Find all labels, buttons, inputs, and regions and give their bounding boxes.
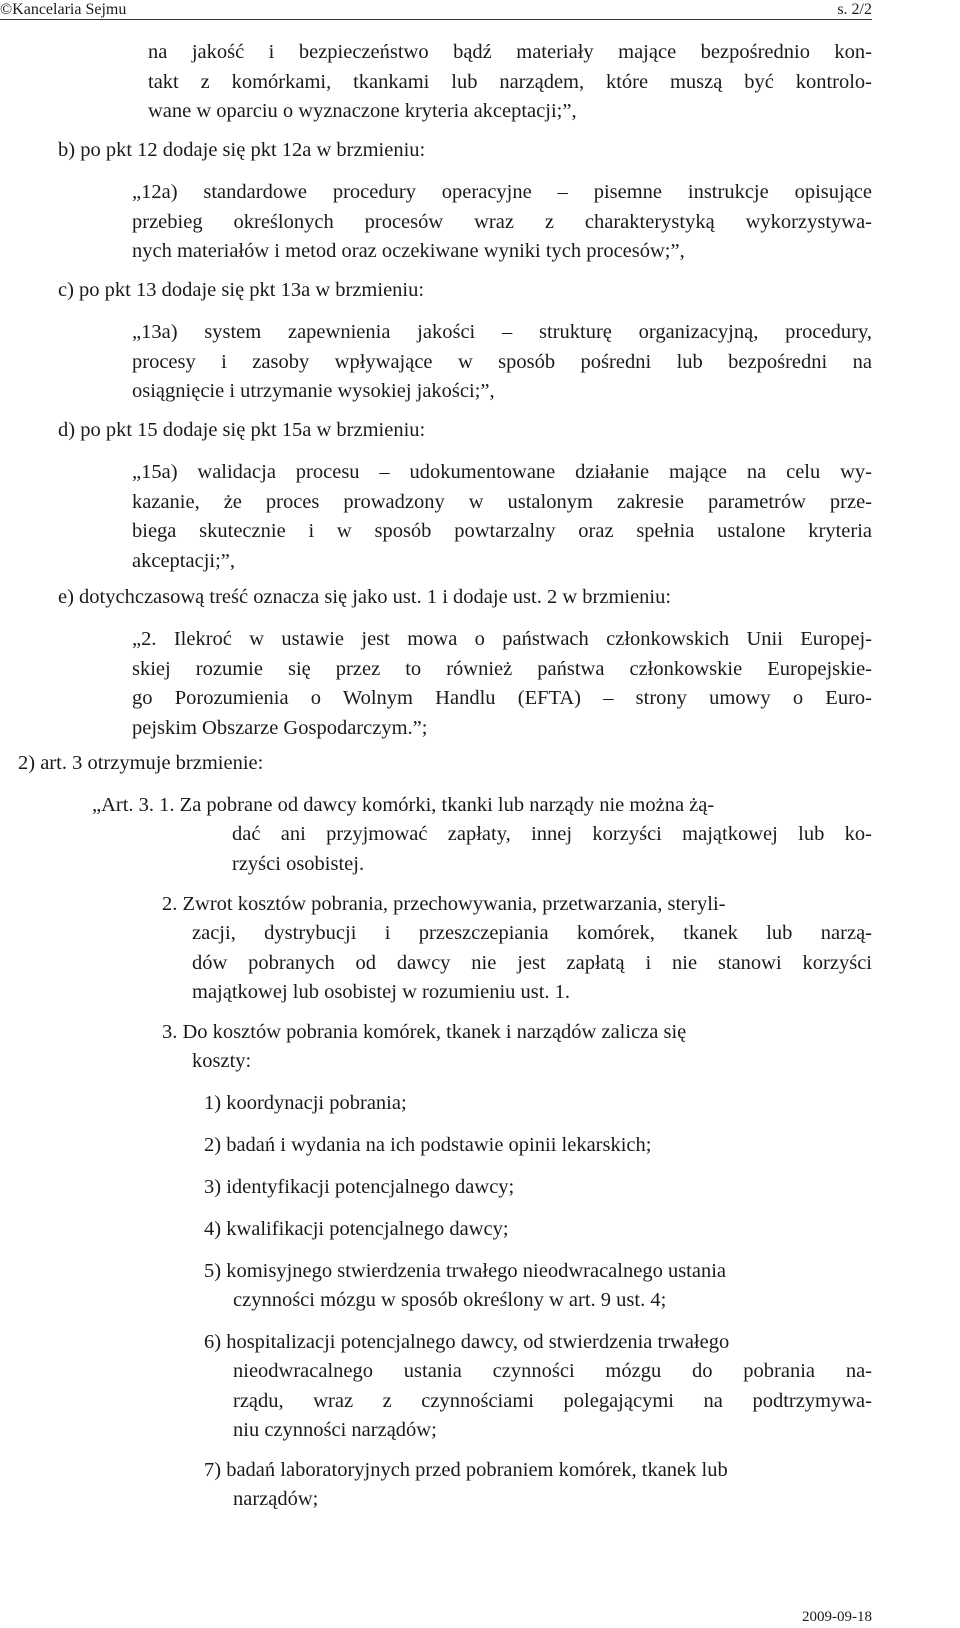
text-line: biega skutecznie i w sposób powtarzalny oraz spełnia ustalone kryteria <box>132 520 872 542</box>
text-line: „Art. 3. 1. Za pobrane od dawcy komórki, tkanki lub narządy nie można żą- <box>92 794 715 816</box>
paragraph <box>204 1456 872 1486</box>
paragraph <box>132 178 872 267</box>
text-line: niu czynności narządów; <box>233 1419 437 1441</box>
text-line: nieodwracalnego ustania czynności mózgu do pobrania na- <box>233 1360 872 1382</box>
text-line: zacji, dystrybucji i przeszczepiania komórek, tkanek lub narzą- <box>192 922 872 944</box>
text-line: 2) badań i wydania na ich podstawie opinii lekarskich; <box>204 1134 652 1156</box>
text-line: narządów; <box>233 1488 319 1510</box>
text-line: pejskim Obszarze Gospodarczym.”; <box>132 716 428 739</box>
text-line: skiej rozumie się przez to również państwa członkowskie Europejskie- <box>132 657 872 680</box>
paragraph <box>132 625 872 743</box>
paragraph <box>58 136 872 166</box>
paragraph <box>204 1173 872 1203</box>
text-line: d) po pkt 15 dodaje się pkt 15a w brzmieniu: <box>58 419 426 441</box>
paragraph <box>233 1485 872 1515</box>
header-divider <box>0 19 872 20</box>
text-line: „15a) walidacja procesu – udokumentowane działanie mające na celu wy- <box>132 461 872 483</box>
text-line: 7) badań laboratoryjnych przed pobraniem komórek, tkanek lub <box>204 1459 728 1481</box>
paragraph <box>18 749 872 779</box>
text-line: 3. Do kosztów pobrania komórek, tkanek i narządów zalicza się <box>162 1021 687 1043</box>
paragraph <box>192 1047 872 1077</box>
text-line: go Porozumienia o Wolnym Handlu (EFTA) – strony umowy o Euro- <box>132 687 872 709</box>
text-line: 5) komisyjnego stwierdzenia trwałego nieodwracalnego ustania <box>204 1260 727 1282</box>
paragraph <box>58 583 872 613</box>
text-line: takt z komórkami, tkankami lub narządem, które muszą być kontrolo- <box>148 70 872 93</box>
text-line: dać ani przyjmować zapłaty, innej korzyści majątkowej lub ko- <box>232 823 872 845</box>
text-line: kazanie, że proces prowadzony w ustalonym zakresie parametrów prze- <box>132 490 872 513</box>
text-line: majątkowej lub osobistej w rozumieniu ust. 1. <box>192 981 571 1003</box>
text-line: wane w oparciu o wyznaczone kryteria akceptacji;”, <box>148 100 577 122</box>
text-line: b) po pkt 12 dodaje się pkt 12a w brzmieniu: <box>58 139 426 161</box>
paragraph <box>232 820 872 879</box>
text-line: procesy i zasoby wpływające w sposób pośredni lub bezpośredni na <box>132 350 872 373</box>
paragraph <box>204 1131 872 1161</box>
paragraph <box>233 1357 872 1446</box>
paragraph <box>192 919 872 1008</box>
text-line: rzyści osobistej. <box>232 852 365 875</box>
text-line: czynności mózgu w sposób określony w art. 9 ust. 4; <box>233 1289 667 1311</box>
paragraph <box>204 1257 872 1287</box>
footer-date: 2009-09-18 <box>802 1609 872 1625</box>
paragraph <box>204 1328 872 1358</box>
text-line: 6) hospitalizacji potencjalnego dawcy, od stwierdzenia trwałego <box>204 1331 730 1353</box>
text-line: koszty: <box>192 1050 252 1072</box>
paragraph <box>204 1089 872 1119</box>
text-line: na jakość i bezpieczeństwo bądź materiały mające bezpośrednio kon- <box>148 41 872 63</box>
text-line: rządu, wraz z czynnościami polegającymi na podtrzymywa- <box>233 1389 872 1412</box>
text-line: 4) kwalifikacji potencjalnego dawcy; <box>204 1218 509 1240</box>
text-line: przebieg określonych procesów wraz z charakterystyką wykorzystywa- <box>132 210 872 233</box>
header-page-number: s. 2/2 <box>837 1 872 18</box>
paragraph <box>204 1215 872 1245</box>
paragraph <box>233 1286 872 1316</box>
header-source: ©Kancelaria Sejmu <box>0 1 127 18</box>
paragraph <box>58 416 872 446</box>
text-line: nych materiałów i metod oraz oczekiwane wyniki tych procesów;”, <box>132 240 685 262</box>
text-line: „2. Ilekroć w ustawie jest mowa o państwach członkowskich Unii Europej- <box>132 628 872 650</box>
text-line: 2. Zwrot kosztów pobrania, przechowywania, przetwarzania, steryli- <box>162 893 726 915</box>
text-line: akceptacji;”, <box>132 549 236 572</box>
text-line: „13a) system zapewnienia jakości – strukturę organizacyjną, procedury, <box>132 321 872 343</box>
paragraph <box>132 458 872 576</box>
text-line: osiągnięcie i utrzymanie wysokiej jakości;”, <box>132 380 495 402</box>
paragraph <box>148 38 872 127</box>
text-line: 2) art. 3 otrzymuje brzmienie: <box>18 752 264 774</box>
text-line: c) po pkt 13 dodaje się pkt 13a w brzmieniu: <box>58 279 425 301</box>
text-line: 1) koordynacji pobrania; <box>204 1092 407 1114</box>
paragraph <box>58 276 872 306</box>
text-line: dów pobranych od dawcy nie jest zapłatą i nie stanowi korzyści <box>192 951 872 974</box>
text-line: „12a) standardowe procedury operacyjne – pisemne instrukcje opisujące <box>132 181 872 203</box>
paragraph <box>162 1018 872 1048</box>
paragraph <box>92 791 872 821</box>
paragraph <box>132 318 872 407</box>
paragraph <box>162 890 872 920</box>
text-line: e) dotychczasową treść oznacza się jako ust. 1 i dodaje ust. 2 w brzmieniu: <box>58 586 672 608</box>
text-line: 3) identyfikacji potencjalnego dawcy; <box>204 1176 515 1198</box>
